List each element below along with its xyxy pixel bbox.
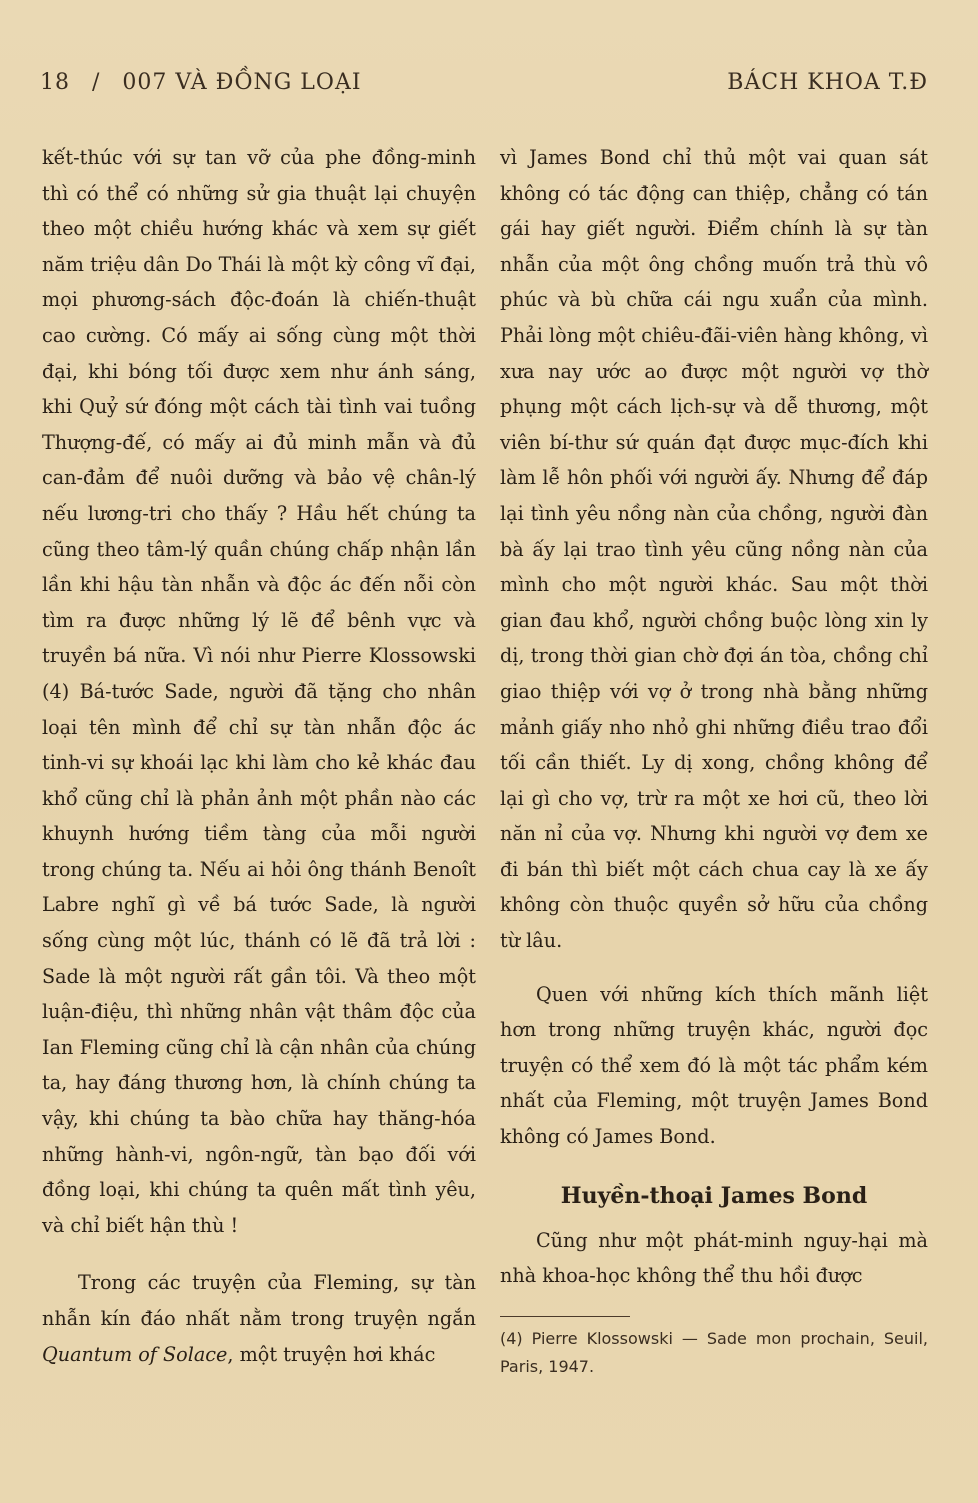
body-paragraph: Cũng như một phát-minh nguy-hại mà nhà khoa-học không thể thu hồi được xyxy=(500,1228,928,1288)
story-title-italic: Quantum of Solace xyxy=(42,1342,228,1366)
paragraph-text: Trong các truyện của Fleming, sự tàn nhẫn kín đáo nhất nằm trong truyện ngắn xyxy=(42,1271,476,1330)
body-paragraph-quantum xyxy=(42,1265,476,1372)
paragraph-text: , một truyện hơi khác xyxy=(227,1342,436,1366)
right-column xyxy=(500,140,928,1381)
body-paragraph: Quen với những kích thích mãnh liệt hơn trong những truyện khác, người đọc truyện có thể xem đó là một tác phẩm kém nhất của Fleming, một truyện James Bond không có James Bond. xyxy=(500,982,928,1149)
section-heading: Huyền-thoại James Bond xyxy=(560,1182,868,1209)
footnote: (4) Pierre Klossowski — Sade mon prochain, Seuil, Paris, 1947. xyxy=(500,1328,928,1376)
page-header xyxy=(40,70,928,106)
left-column xyxy=(42,140,476,1372)
running-section-title: 007 VÀ ĐỒNG LOẠI xyxy=(122,70,362,95)
header-left xyxy=(40,70,362,95)
body-paragraph: kết-thúc với sự tan vỡ của phe đồng-minh thì có thể có những sử gia thuật lại chuyện theo một chiều hướng khác và xem sự giết năm triệu dân Do Thái là một kỳ công vĩ đại, mọi phương-sách độc-đoán là chiến-thuật cao cường. Có mấy ai sống cùng một thời đại, khi bóng tối được xem như ánh sáng, khi Quỷ sứ đóng một cách tài tình vai tuồng Thượng-đế, có mấy ai đủ minh mẫn và đủ can-đảm để nuôi dưỡng và bảo vệ chân-lý nếu lương-tri cho thấy ? Hầu hết chúng ta cũng theo tâm-lý quần chúng chấp nhận lần lần khi hậu tàn nhẫn và độc ác đến nỗi còn tìm ra được những lý lẽ để bênh vực và truyền bá nữa. Vì nói như Pierre Klossowski (4) Bá-tước Sade, người đã tặng cho nhân loại tên mình để chỉ sự tàn nhẫn độc ác tinh-vi sự khoái lạc khi làm cho kẻ khác đau khổ cũng chỉ là phản ảnh một phần nào các khuynh hướng tiềm tàng của mỗi người trong chúng ta. Nếu ai hỏi ông thánh Benoît Labre nghĩ gì về bá tước Sade, là người sống cùng một lúc, thánh có lẽ đã trả lời : Sade là một người rất gần tôi. Và theo một luận-điệu, thì những nhân vật thâm độc của Ian Fleming cũng chỉ là cận nhân của chúng ta, hay đáng thương hơn, là chính chúng ta vậy, khi chúng ta bào chữa hay thăng-hóa những hành-vi, ngôn-ngữ, tàn bạo đối với đồng loại, khi chúng ta quên mất tình yêu, và chỉ biết hận thù ! xyxy=(42,146,476,1237)
publication-name: BÁCH KHOA T.Đ xyxy=(727,70,928,95)
body-paragraph: vì James Bond chỉ thủ một vai quan sát không có tác động can thiệp, chẳng có tán gái hay giết người. Điểm chính là sự tàn nhẫn của một ông chồng muốn trả thù vô phúc và bù chữa cái ngu xuẩn của mình. Phải lòng một chiêu-đãi-viên hàng không, vì xưa nay ước ao được một người vợ thờ phụng một cách lịch-sự và dễ thương, một viên bí-thư sứ quán đạt được mục-đích khi làm lễ hôn phối với người ấy. Nhưng để đáp lại tình yêu nồng nàn của chồng, người đàn bà ấy lại trao tình yêu cũng nồng nàn của mình cho một người khác. Sau một thời gian đau khổ, người chồng buộc lòng xin ly dị, trong thời gian chờ đợi án tòa, chồng chỉ giao thiệp với vợ ở trong nhà bằng những mảnh giấy nho nhỏ ghi những điều trao đổi tối cần thiết. Ly dị xong, chồng không để lại gì cho vợ, trừ ra một xe hơi cũ, theo lời năn nỉ của vợ. Nhưng khi người vợ đem xe đi bán thì biết một cách chua cay là xe ấy không còn thuộc quyền sở hữu của chồng từ lâu. xyxy=(500,146,928,953)
footnote-divider xyxy=(500,1316,630,1317)
page-number: 18 xyxy=(40,70,70,95)
header-separator: / xyxy=(92,70,101,95)
